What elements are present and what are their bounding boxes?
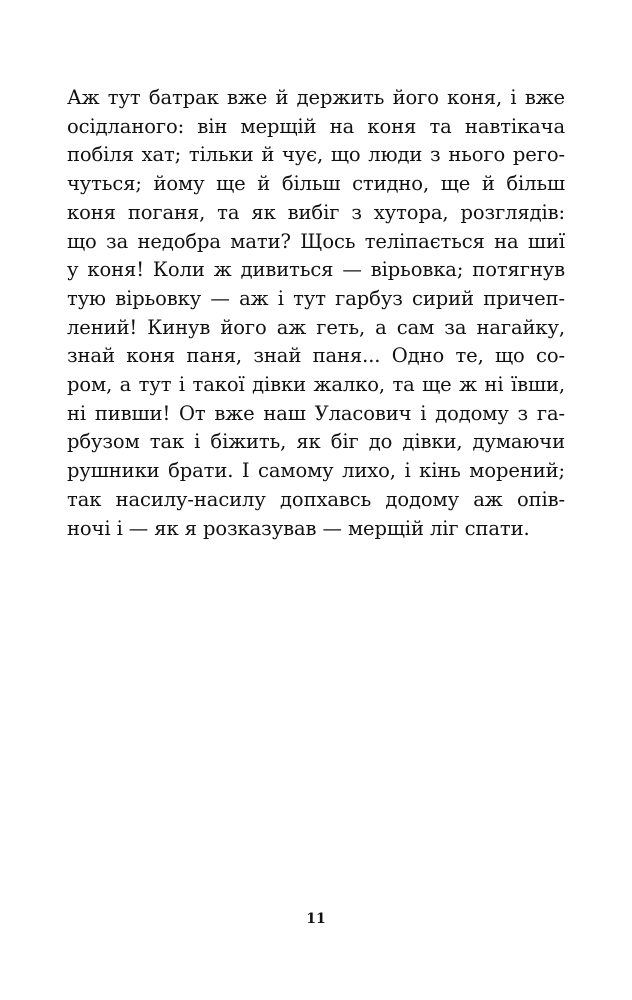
body-text	[67, 84, 565, 543]
text-line: у коня! Коли ж дивиться — вірьовка; потягнув	[67, 258, 565, 282]
text-line: рушники брати. І самому лихо, і кінь морений;	[67, 459, 565, 483]
text-line: ні пивши! От вже наш Уласович і додому з га-	[67, 401, 565, 425]
text-line: ром, а тут і такої дівки жалко, та ще ж ні ївши,	[67, 373, 565, 397]
text-line: чуться; йому ще й більш стидно, ще й більш	[67, 172, 565, 196]
text-line: так насилу-насилу допхавсь додому аж опів-	[67, 487, 565, 511]
text-line: Аж тут батрак вже й держить його коня, і вже	[67, 86, 565, 109]
text-line: тую вірьовку — аж і тут гарбуз сирий причеп-	[67, 286, 565, 310]
text-line: знай коня паня, знай паня... Одно те, що со-	[67, 344, 565, 368]
text-line: що за недобра мати? Щось теліпається на шиї	[67, 229, 565, 253]
text-line: коня поганя, та як вибіг з хутора, розглядів:	[67, 200, 565, 224]
text-line: рбузом так і біжить, як біг до дівки, думаючи	[67, 430, 565, 454]
text-line-last: ночі і — як я розказував — мерщій ліг спати.	[67, 516, 530, 540]
text-line: лений! Кинув його аж геть, а сам за нагайку,	[67, 315, 565, 339]
page-number: 11	[306, 911, 326, 927]
text-line: побіля хат; тільки й чує, що люди з нього рего-	[67, 143, 565, 167]
text-line: осідланого: він мерщій на коня та навтікача	[67, 114, 565, 138]
